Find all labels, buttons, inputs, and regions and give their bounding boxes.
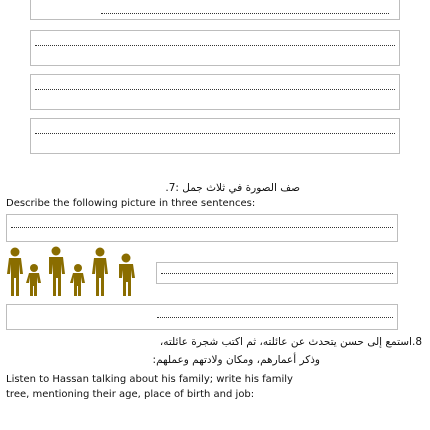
writing-line: [11, 227, 393, 228]
answer-box-3: [30, 118, 400, 154]
writing-line: [101, 13, 389, 14]
section7-instruction-en: Describe the following picture in three sentences:: [6, 198, 256, 209]
answer-box-1: [30, 30, 400, 66]
writing-line: [35, 89, 395, 90]
family-figures-icon: [6, 246, 151, 296]
description-box-3: [6, 304, 398, 330]
answer-box-2: [30, 74, 400, 110]
section8-instruction-en-line1: Listen to Hassan talking about his family; write his family: [6, 374, 293, 385]
writing-line: [161, 273, 393, 274]
section8-instruction-en-line2: tree, mentioning their age, place of birth and job:: [6, 389, 255, 400]
section7-instruction-ar: صف الصورة في ثلاث جمل :7.: [165, 182, 300, 194]
writing-line: [35, 45, 395, 46]
writing-line: [35, 133, 395, 134]
section8-instruction-ar-line1: 8.استمع إلى حسن يتحدث عن عائلته، ثم اكتب شجرة عائلته،: [159, 336, 422, 348]
answer-box-top: [30, 0, 400, 20]
writing-line: [157, 317, 393, 318]
description-box-2: [156, 262, 398, 284]
section8-instruction-ar-line2: وذكر أعمارهم، ومكان ولادتهم وعملهم:: [152, 354, 320, 366]
description-box-1: [6, 214, 398, 242]
